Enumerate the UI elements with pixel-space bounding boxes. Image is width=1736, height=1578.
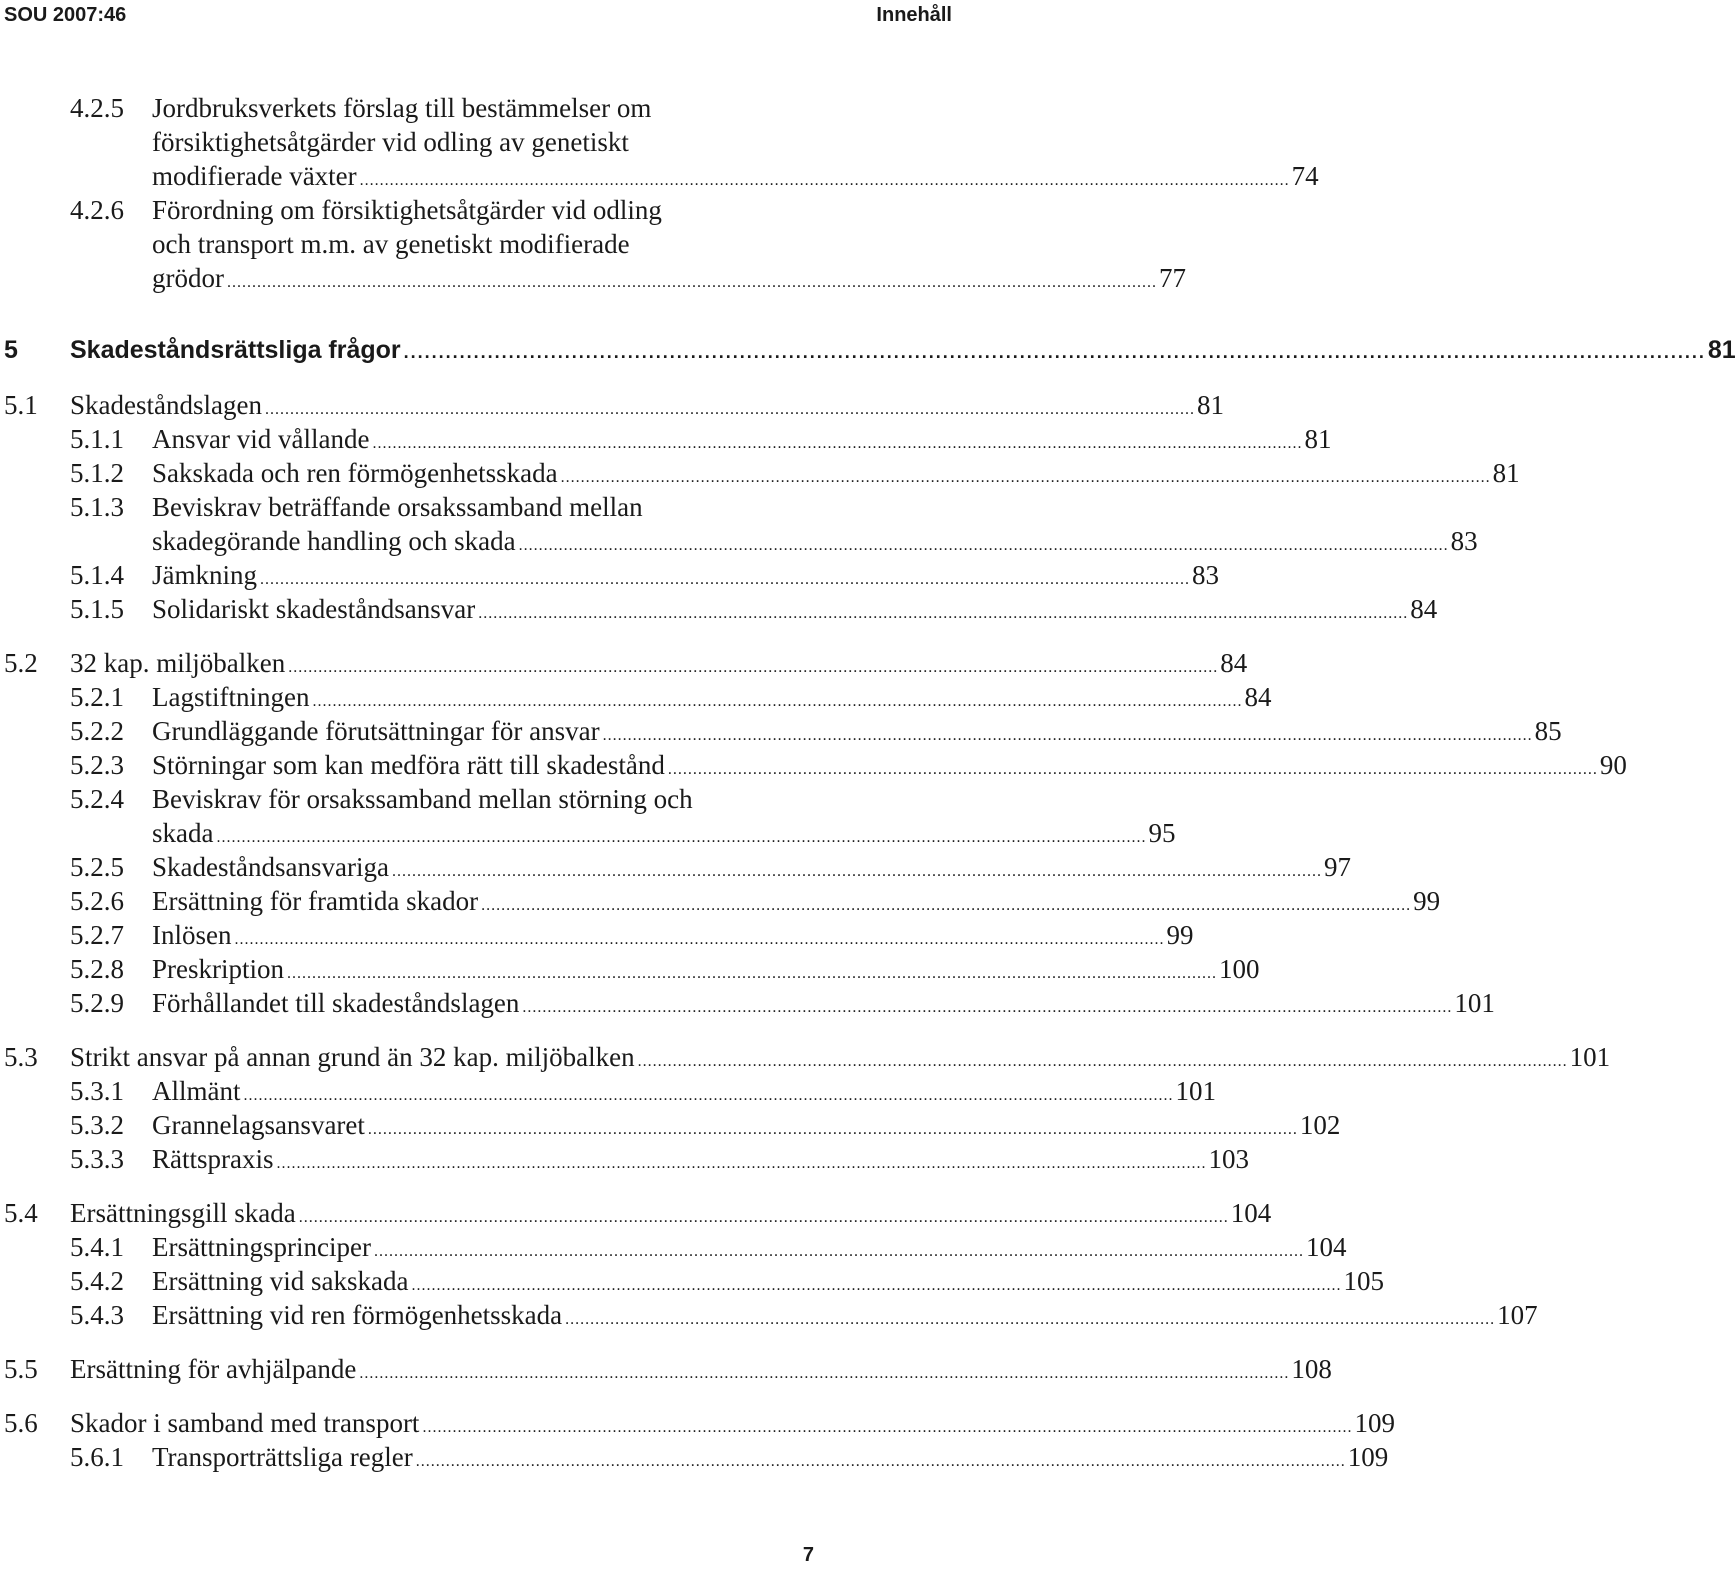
toc-entry-page: 84 bbox=[1410, 594, 1438, 624]
toc-entry-page: 85 bbox=[1534, 716, 1562, 746]
toc-entry bbox=[0, 782, 960, 816]
toc-entry-page: 95 bbox=[1148, 818, 1176, 848]
dot-leader: .......................................................................................................................................................................................... bbox=[288, 659, 1219, 676]
toc-entry bbox=[0, 884, 1441, 918]
toc-entry-title: grödor bbox=[152, 263, 224, 293]
toc-entry-page: 101 bbox=[1454, 988, 1495, 1018]
toc-entry-page: 103 bbox=[1208, 1144, 1249, 1174]
toc-entry-number: 5.1.5 bbox=[70, 594, 124, 624]
dot-leader: .......................................................................................................................................................................................... bbox=[264, 401, 1195, 418]
toc-entry-number: 4.2.6 bbox=[70, 195, 124, 225]
toc-entry bbox=[0, 1298, 1538, 1332]
running-header-left: SOU 2007:46 bbox=[4, 4, 127, 26]
toc-entry-page: 100 bbox=[1219, 954, 1260, 984]
dot-leader: .......................................................................................................................................................................................... bbox=[260, 571, 1190, 588]
toc-entry bbox=[0, 91, 960, 125]
toc-entry-number: 5.3 bbox=[4, 1042, 38, 1072]
dot-leader: .......................................................................................................................................................................................... bbox=[372, 435, 1303, 452]
toc-entry bbox=[0, 1230, 1347, 1264]
toc-entry-page: 104 bbox=[1230, 1198, 1272, 1228]
toc-entry-page: 101 bbox=[1175, 1076, 1216, 1106]
dot-leader: .......................................................................................................................................................................................... bbox=[391, 863, 1322, 880]
toc-entry-title: Ersättningsprinciper bbox=[152, 1232, 371, 1262]
dot-leader: .......................................................................................................................................................................................... bbox=[373, 1243, 1304, 1260]
toc-entry-title: Ersättning för avhjälpande bbox=[70, 1354, 357, 1384]
toc-entry-title: Skadeståndsansvariga bbox=[152, 852, 389, 882]
toc-entry-number: 5.2.3 bbox=[70, 750, 124, 780]
toc-entry-page: 97 bbox=[1323, 852, 1351, 882]
toc-entry-title: Skadeståndslagen bbox=[70, 390, 262, 420]
toc-entry-number: 5.2.8 bbox=[70, 954, 124, 984]
toc-entry bbox=[0, 1196, 1272, 1230]
toc-entry bbox=[0, 646, 1248, 680]
toc-entry-page: 74 bbox=[1291, 161, 1319, 191]
toc-entry-page: 104 bbox=[1305, 1232, 1347, 1262]
toc-entry-title: Solidariskt skadeståndsansvar bbox=[152, 594, 476, 624]
toc-entry bbox=[0, 1264, 1384, 1298]
dot-leader: .......................................................................................................................................................................................... bbox=[411, 1277, 1342, 1294]
toc-chapter-title: Skadeståndsrättsliga frågor bbox=[70, 336, 401, 364]
dot-leader: .......................................................................................................................................................................................... bbox=[359, 1365, 1290, 1382]
dot-leader: .......................................................................................................................................................................................... bbox=[560, 469, 1491, 486]
toc-entry bbox=[0, 918, 1194, 952]
toc-entry bbox=[0, 592, 1438, 626]
toc-entry-page: 99 bbox=[1413, 886, 1441, 916]
toc-entry-number: 5.2.9 bbox=[70, 988, 124, 1018]
toc-entry bbox=[0, 952, 1260, 986]
toc-entry-number: 5.2 bbox=[4, 648, 38, 678]
toc-entry-title: Beviskrav för orsakssamband mellan störning och bbox=[152, 784, 693, 814]
toc-entry-page: 84 bbox=[1220, 648, 1248, 678]
toc-chapter bbox=[0, 333, 1736, 367]
dot-leader: .......................................................................................................................................................................................... bbox=[478, 605, 1409, 622]
toc-entry-page: 109 bbox=[1354, 1408, 1395, 1438]
toc-entry-number: 5.3.3 bbox=[70, 1144, 124, 1174]
toc-entry bbox=[0, 850, 1351, 884]
toc-entry-title: Ersättning för framtida skador bbox=[152, 886, 479, 916]
dot-leader: .......................................................................................................................................................................................... bbox=[565, 1311, 1496, 1328]
dot-leader: .......................................................................................................................................................................................... bbox=[226, 274, 1157, 291]
toc-entry bbox=[0, 1440, 1389, 1474]
toc-entry bbox=[0, 1406, 1395, 1440]
toc-entry-number: 5.5 bbox=[4, 1354, 38, 1384]
toc-entry-page: 107 bbox=[1497, 1300, 1538, 1330]
toc-entry-title: försiktighetsåtgärder vid odling av genetiskt bbox=[152, 127, 629, 157]
toc-entry bbox=[0, 748, 1627, 782]
toc-entry-title: Strikt ansvar på annan grund än 32 kap. miljöbalken bbox=[70, 1042, 635, 1072]
dot-leader: .......................................................................................................................................................................................... bbox=[667, 761, 1598, 778]
toc-entry bbox=[0, 422, 1332, 456]
toc-entry-title: Grannelagsansvaret bbox=[152, 1110, 365, 1140]
dot-leader: .......................................................................................................................................................................................... bbox=[415, 1453, 1346, 1470]
dot-leader: .......................................................................................................................................................................................... bbox=[287, 965, 1217, 982]
toc-entry bbox=[0, 159, 1319, 193]
toc-entry-title: 32 kap. miljöbalken bbox=[70, 648, 286, 678]
dot-leader: .......................................................................................................................................................................................... bbox=[637, 1053, 1568, 1070]
dot-leader: .......................................................................................................................................................................................... bbox=[312, 693, 1243, 710]
toc-entry-title: Inlösen bbox=[152, 920, 232, 950]
toc-entry-number: 5.2.4 bbox=[70, 784, 124, 814]
toc-entry-number: 5.4 bbox=[4, 1198, 38, 1228]
toc-entry-page: 101 bbox=[1569, 1042, 1611, 1072]
toc-entry-number: 5.1.2 bbox=[70, 458, 124, 488]
toc-entry bbox=[0, 388, 1224, 422]
toc-entry-page: 81 bbox=[1196, 390, 1224, 420]
toc-entry bbox=[0, 816, 1176, 850]
toc-entry-title: Ersättning vid ren förmögenhetsskada bbox=[152, 1300, 563, 1330]
toc-entry-title: modifierade växter bbox=[152, 161, 357, 191]
toc-entry-title: Störningar som kan medföra rätt till skadestånd bbox=[152, 750, 665, 780]
toc-entry bbox=[0, 1352, 1332, 1386]
toc-entry-title: Lagstiftningen bbox=[152, 682, 310, 712]
toc-entry-title: Jordbruksverkets förslag till bestämmelser om bbox=[152, 93, 652, 123]
toc-entry bbox=[0, 1040, 1611, 1074]
toc-entry bbox=[0, 193, 960, 227]
dot-leader: .......................................................................................................................................................................................... bbox=[518, 537, 1449, 554]
toc-entry-page: 108 bbox=[1291, 1354, 1332, 1384]
running-header-right: Innehåll bbox=[876, 4, 952, 26]
toc-entry bbox=[0, 1142, 1249, 1176]
toc-entry-number: 5.4.2 bbox=[70, 1266, 124, 1296]
dot-leader: .......................................................................................................................................................................................... bbox=[243, 1087, 1174, 1104]
toc-entry bbox=[0, 261, 1186, 295]
toc-entry-title: och transport m.m. av genetiskt modifierade bbox=[152, 229, 630, 259]
toc-entry-number: 5.2.6 bbox=[70, 886, 124, 916]
toc-entry-page: 109 bbox=[1347, 1442, 1389, 1472]
toc-entry-number: 5.1.1 bbox=[70, 424, 124, 454]
toc-entry-title: Ersättning vid sakskada bbox=[152, 1266, 409, 1296]
dot-leader: .......................................................................................................................................................................................... bbox=[602, 727, 1533, 744]
page-number: 7 bbox=[802, 1544, 814, 1566]
toc-entry-number: 5.2.1 bbox=[70, 682, 124, 712]
dot-leader: .......................................................................................................................................................................................... bbox=[234, 931, 1165, 948]
toc-entry-number: 5.2.7 bbox=[70, 920, 124, 950]
toc-entry-title: Transporträttsliga regler bbox=[152, 1442, 413, 1472]
toc-entry-page: 81 bbox=[1492, 458, 1520, 488]
toc-entry-page: 77 bbox=[1158, 263, 1186, 293]
toc-entry bbox=[0, 1074, 1216, 1108]
toc-entry-number: 4.2.5 bbox=[70, 93, 124, 123]
toc-entry-number: 5.1 bbox=[4, 390, 38, 420]
toc-entry-number: 5.4.1 bbox=[70, 1232, 124, 1262]
dot-leader: .......................................................................................................................................................................................... bbox=[216, 829, 1147, 846]
dot-leader: .......................................................................................................................................................................................... bbox=[359, 172, 1290, 189]
dot-leader: .......................................................................................................................................................................................... bbox=[298, 1209, 1229, 1226]
toc-entry-page: 90 bbox=[1599, 750, 1627, 780]
toc-entry-number: 5.1.3 bbox=[70, 492, 124, 522]
dot-leader: .......................................................................................................................................................................................... bbox=[481, 897, 1412, 914]
toc-entry-number: 5.2.2 bbox=[70, 716, 124, 746]
toc-entry-number: 5.6.1 bbox=[70, 1442, 124, 1472]
dot-leader: .......................................................................................................................................................................................... bbox=[522, 999, 1453, 1016]
toc-entry bbox=[0, 227, 960, 261]
toc-entry-number: 5.1.4 bbox=[70, 560, 124, 590]
toc-entry-page: 81 bbox=[1304, 424, 1332, 454]
toc-entry-number: 5.3.1 bbox=[70, 1076, 124, 1106]
toc-entry-page: 105 bbox=[1343, 1266, 1384, 1296]
toc-entry bbox=[0, 456, 1520, 490]
toc-entry-title: Allmänt bbox=[152, 1076, 241, 1106]
toc-entry-title: Förhållandet till skadeståndslagen bbox=[152, 988, 520, 1018]
toc-entry-page: 83 bbox=[1450, 526, 1478, 556]
toc-entry-number: 5.3.2 bbox=[70, 1110, 124, 1140]
toc-entry-title: Skador i samband med transport bbox=[70, 1408, 420, 1438]
toc-entry-title: Sakskada och ren förmögenhetsskada bbox=[152, 458, 558, 488]
toc-entry-page: 99 bbox=[1166, 920, 1194, 950]
toc-entry bbox=[0, 125, 960, 159]
toc-entry-title: Beviskrav beträffande orsakssamband mellan bbox=[152, 492, 643, 522]
toc-entry-title: Preskription bbox=[152, 954, 284, 984]
toc-entry-title: Ansvar vid vållande bbox=[152, 424, 370, 454]
toc-entry bbox=[0, 680, 1272, 714]
toc-entry-title: skadegörande handling och skada bbox=[152, 526, 516, 556]
toc-chapter-number: 5 bbox=[4, 336, 18, 364]
toc-entry bbox=[0, 1108, 1341, 1142]
toc-entry-number: 5.4.3 bbox=[70, 1300, 124, 1330]
toc-entry bbox=[0, 558, 1219, 592]
dot-leader: .......................................................................................................................................................................................... bbox=[367, 1121, 1298, 1138]
toc-entry-title: Ersättningsgill skada bbox=[70, 1198, 296, 1228]
toc-entry-page: 83 bbox=[1192, 560, 1219, 590]
toc-entry bbox=[0, 524, 1478, 558]
toc-entry bbox=[0, 986, 1495, 1020]
toc-entry bbox=[0, 714, 1562, 748]
toc-entry-number: 5.2.5 bbox=[70, 852, 124, 882]
toc-entry-title: skada bbox=[152, 818, 214, 848]
toc-entry-page: 102 bbox=[1299, 1110, 1341, 1140]
toc-chapter-page: 81 bbox=[1707, 336, 1736, 364]
dot-leader: .......................................................................................................................................................................................... bbox=[422, 1419, 1353, 1436]
toc-entry-number: 5.6 bbox=[4, 1408, 38, 1438]
toc-entry-title: Förordning om försiktighetsåtgärder vid odling bbox=[152, 195, 662, 225]
toc-entry-page: 84 bbox=[1244, 682, 1272, 712]
dot-leader: .......................................................................................................................................................................................... bbox=[276, 1155, 1207, 1172]
toc-entry-title: Jämkning bbox=[152, 560, 257, 590]
dot-leader: .......................................................................................................................................................................................... bbox=[403, 342, 1706, 362]
toc-entry bbox=[0, 490, 960, 524]
toc-entry-title: Grundläggande förutsättningar för ansvar bbox=[152, 716, 600, 746]
toc-entry-title: Rättspraxis bbox=[152, 1144, 274, 1174]
